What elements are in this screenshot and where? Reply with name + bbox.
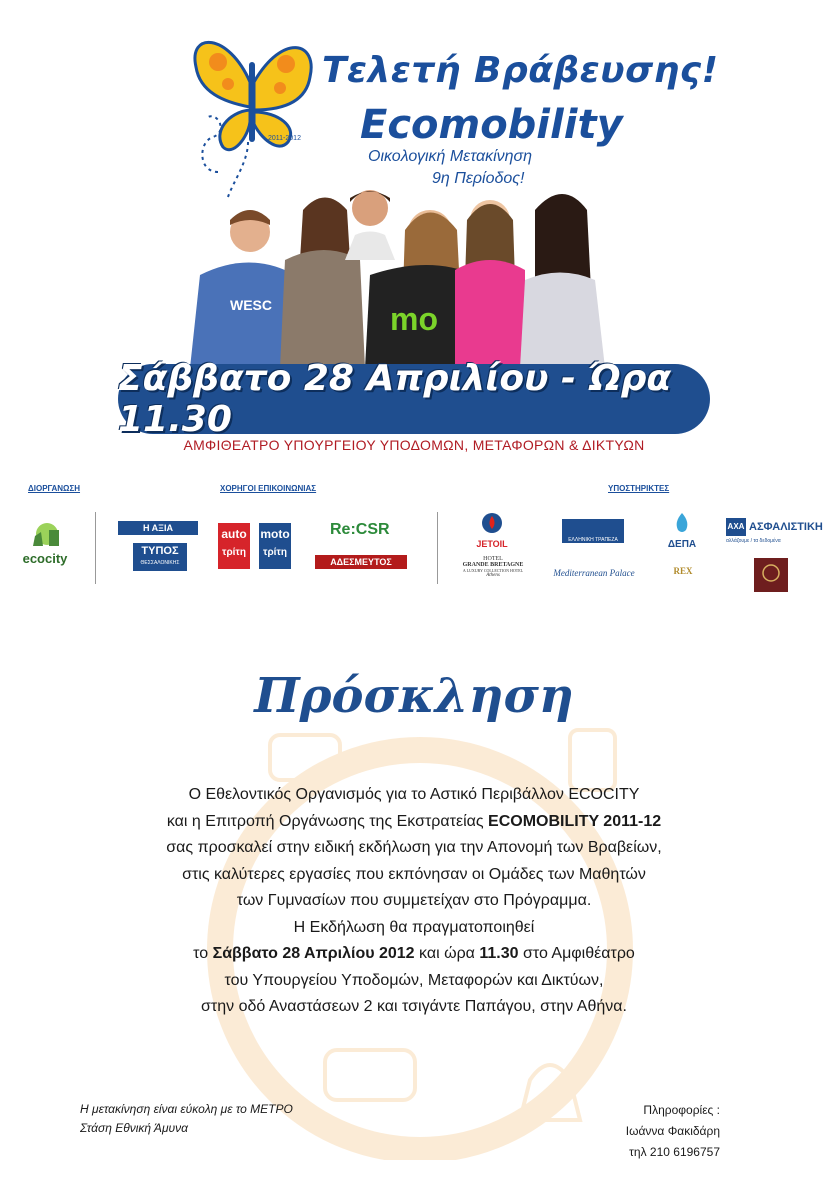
grande-bretagne-logo: HOTEL GRANDE BRETAGNE A LUXURY COLLECTION HOTEL Athens [462, 556, 524, 578]
students-photo [185, 180, 615, 368]
invitation-line: και η Επιτροπή Οργάνωσης της Εκστρατείας ECOMOBILITY 2011-12 [166, 812, 662, 830]
brand-name: Ecomobility [360, 102, 623, 148]
auto-triti-logo: auto τρίτη [218, 523, 250, 569]
event-title: Τελετή Βράβευσης! [322, 50, 719, 91]
invitation-line: Η Εκδήλωση θα πραγματοποιηθεί [293, 918, 535, 936]
invitation-line: του Υπουργείου Υποδομών, Μεταφορών και Δικτύων, [224, 971, 604, 989]
logo-years: 2011-2012 [268, 135, 301, 142]
invitation-line: Ο Εθελοντικός Οργανισμός για το Αστικό Περιβάλλον ECOCITY [188, 786, 640, 803]
organizer-label: ΔΙΟΡΓΑΝΩΣΗ [28, 484, 81, 493]
invitation-line: στην οδό Αναστάσεων 2 και τσιγάντε Παπάγου, στην Αθήνα. [201, 998, 627, 1015]
hotel-crest-logo [754, 558, 788, 592]
tree-icon [23, 522, 67, 548]
contact-info: Πληροφορίες : Ιωάννα Φακιδάρη τηλ 210 6196757 [625, 1103, 720, 1159]
invitation-body [0, 782, 828, 1021]
etrapeza-logo: ΕΛΛΗΝΙΚΗ ΤΡΑΠΕΖΑ [562, 519, 624, 543]
svg-text:WESC: WESC [230, 297, 272, 313]
period-label: 9η Περίοδος! [432, 170, 525, 187]
media-sponsors-label: ΧΟΡΗΓΟΙ ΕΠΙΚΟΙΝΩΝΙΑΣ [220, 484, 317, 493]
date-banner-text: Σάββατο 28 Απριλίου - Ώρα 11.30 [118, 358, 672, 440]
venue-line: ΑΜΦΙΘΕΑΤΡΟ ΥΠΟΥΡΓΕΙΟΥ ΥΠΟΔΟΜΩΝ, ΜΕΤΑΦΟΡΩΝ & ΔΙΚΤΥΩΝ [183, 437, 645, 453]
invitation-title: Πρόσκληση [254, 668, 574, 724]
invitation-line: στις καλύτερες εργασίες που εκπόνησαν οι Ομάδες των Μαθητών [182, 865, 646, 883]
flame-icon [672, 512, 692, 534]
axa-asfalistiki-logo: AXA ΑΣΦΑΛΙΣΤΙΚΗ αλλάζουμε / τα δεδομένα [726, 518, 823, 544]
axia-logo: Η ΑΞΙΑ [118, 521, 198, 535]
sponsor-divider [95, 512, 96, 584]
ecocity-logo: ecocity [16, 522, 74, 566]
invitation-line: το Σάββατο 28 Απριλίου 2012 και ώρα 11.30 στο Αμφιθέατρο [193, 945, 635, 962]
jetoil-drop-icon [481, 512, 503, 534]
date-banner [118, 358, 710, 440]
rex-hotel-logo: REX [673, 566, 693, 576]
brand-subtitle: Οικολογική Μετακίνηση [368, 148, 533, 165]
typos-logo: ΤΥΠΟΣ ΘΕΣΣΑΛΟΝΙΚΗΣ [133, 543, 187, 571]
moto-triti-logo: moto τρίτη [259, 523, 291, 569]
jetoil-logo: JETOIL [462, 512, 522, 549]
adesmeftos-logo: ΑΔΕΣΜΕΥΤΟΣ [315, 555, 407, 569]
invitation-line: των Γυμνασίων που συμμετείχαν στο Πρόγραμμα. [236, 892, 592, 909]
transport-note: Η μετακίνηση είναι εύκολη με το ΜΕΤΡΟ Στάση Εθνική Άμυνα [80, 1102, 293, 1135]
invitation-line: σας προσκαλεί στην ειδική εκδήλωση για την Απονομή των Βραβείων, [166, 839, 662, 856]
butterfly-logo [188, 22, 318, 202]
svg-text:mo: mo [390, 301, 438, 337]
depa-logo: ΔΕΠΑ [660, 512, 704, 550]
sponsor-divider [437, 512, 438, 584]
supporters-label: ΥΠΟΣΤΗΡΙΚΤΕΣ [608, 484, 670, 493]
mediterranean-palace-logo: Mediterranean Palace [553, 568, 635, 578]
recsr-logo: Re:CSR [330, 521, 390, 538]
